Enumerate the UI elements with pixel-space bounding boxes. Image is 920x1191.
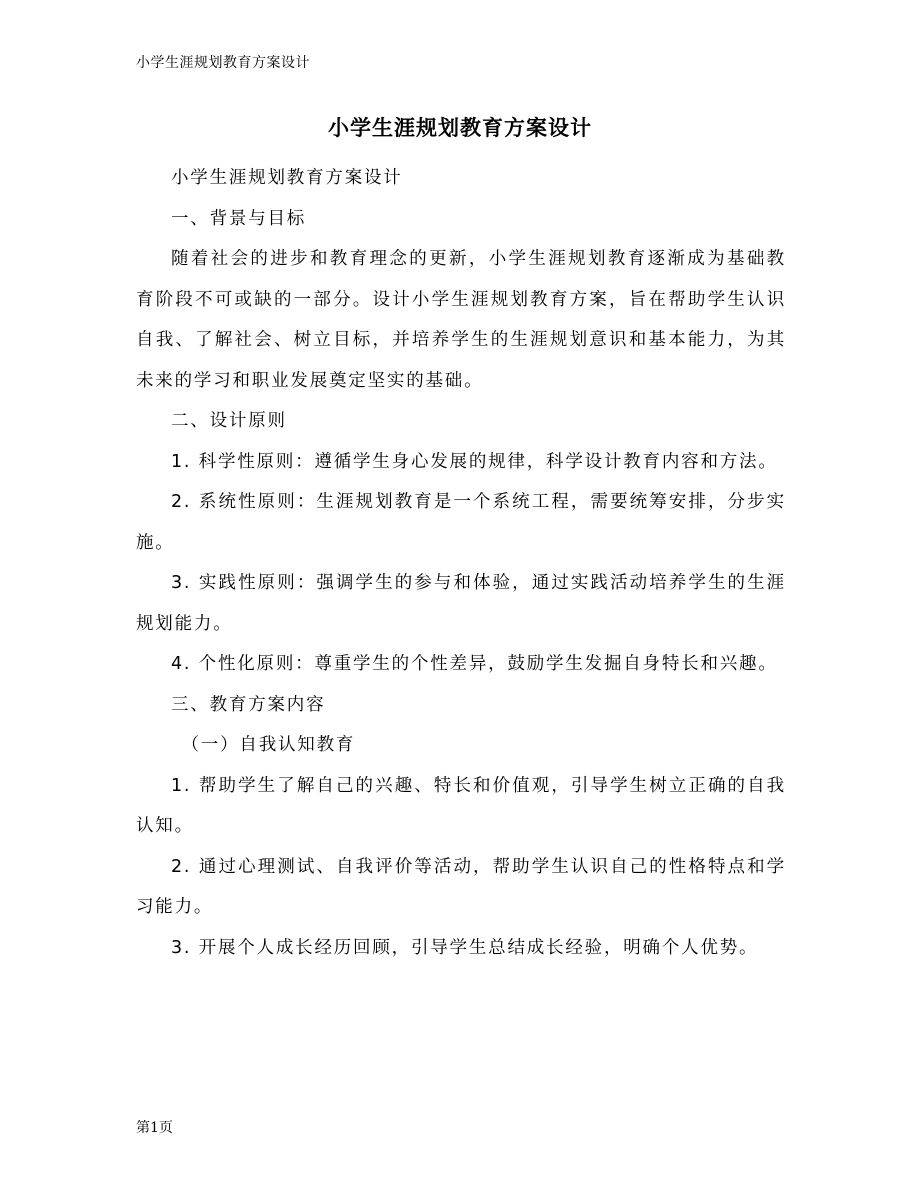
paragraph-subtitle: 小学生涯规划教育方案设计 — [171, 168, 403, 188]
running-header: 小学生涯规划教育方案设计 — [136, 55, 310, 71]
document-title: 小学生涯规划教育方案设计 — [328, 115, 592, 140]
page-number: 第1页 — [136, 1120, 173, 1136]
principle-item: 1. 科学性原则：遵循学生身心发展的规律，科学设计教育内容和方法。 — [171, 451, 778, 472]
principle-item: 3. 实践性原则：强调学生的参与和体验，通过实践活动培养学生的生涯规划能力。 — [136, 573, 786, 634]
document-body — [136, 158, 786, 968]
section-heading-content: 三、教育方案内容 — [171, 694, 326, 715]
section-heading-background: 一、背景与目标 — [171, 208, 307, 229]
section-heading-principles: 二、设计原则 — [171, 411, 287, 431]
principle-item: 4. 个性化原则：尊重学生的个性差异，鼓励学生发掘自身特长和兴趣。 — [171, 654, 778, 674]
subsection-heading-self-awareness: （一）自我认知教育 — [181, 735, 356, 755]
content-item: 3. 开展个人成长经历回顾，引导学生总结成长经验，明确个人优势。 — [171, 937, 759, 958]
principle-item: 2. 系统性原则：生涯规划教育是一个系统工程，需要统筹安排，分步实施。 — [136, 492, 786, 553]
content-item: 2. 通过心理测试、自我评价等活动，帮助学生认识自己的性格特点和学习能力。 — [136, 856, 786, 917]
content-item: 1. 帮助学生了解自己的兴趣、特长和价值观，引导学生树立正确的自我认知。 — [136, 775, 786, 836]
paragraph-background: 随着社会的进步和教育理念的更新，小学生涯规划教育逐渐成为基础教育阶段不可或缺的一部分。设计小学生涯规划教育方案，旨在帮助学生认识自我、了解社会、树立目标，并培养学生的生涯规划意识和基本能力，为其未来的学习和职业发展奠定坚实的基础。 — [136, 249, 786, 391]
